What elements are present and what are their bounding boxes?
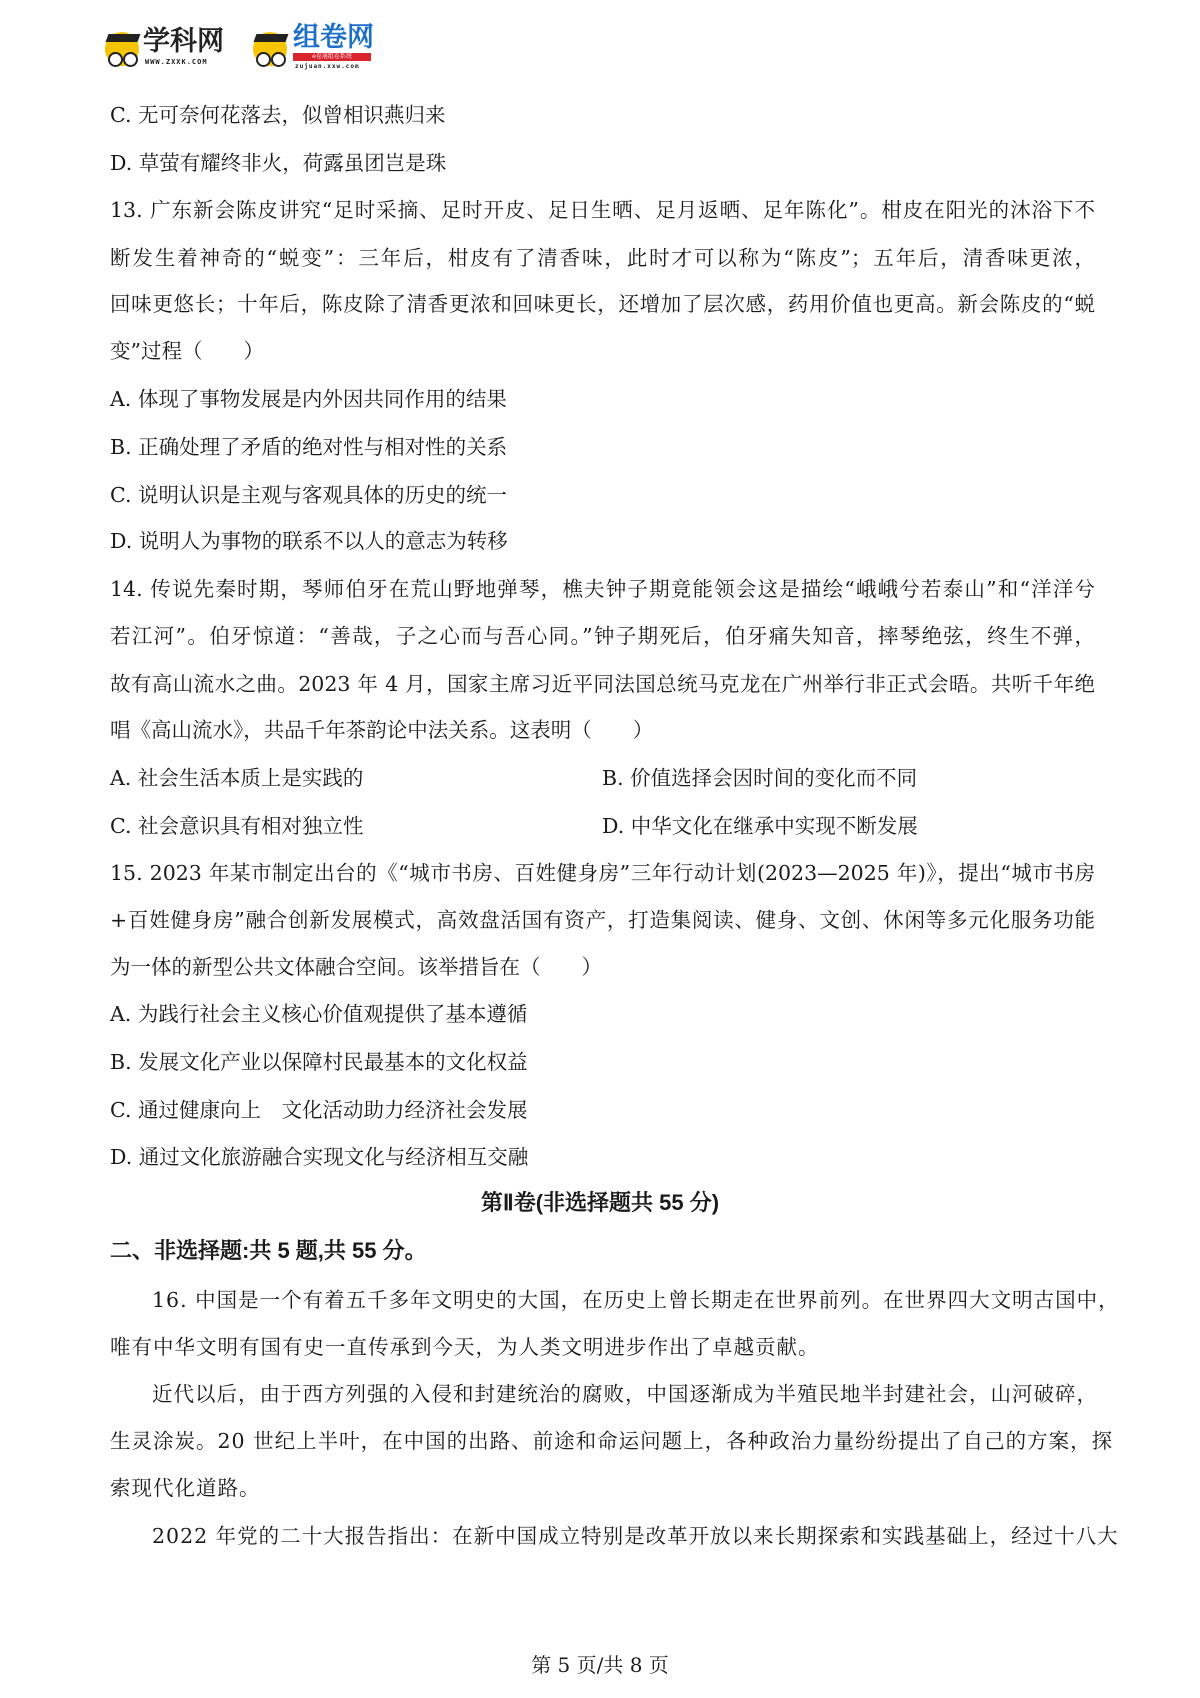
option-c: C. 通过健康向上 文化活动助力经济社会发展	[110, 1098, 528, 1122]
option-d: D. 中华文化在继承中实现不断发展	[602, 814, 918, 838]
option-d: D. 通过文化旅游融合实现文化与经济相互交融	[110, 1145, 529, 1169]
option-c: C. 说明认识是主观与客观具体的历史的统一	[110, 483, 507, 507]
question-14-line: 若江河”。伯牙惊道：“善哉，子之心而与吾心同。”钟子期死后，伯牙痛失知音，摔琴绝弦，终生不弹，	[110, 624, 1095, 648]
option-b: B. 价值选择会因时间的变化而不同	[602, 766, 918, 790]
mascot-icon	[105, 32, 139, 66]
question-13-line: 变”过程（ ）	[110, 339, 264, 363]
question-15-line: +百姓健身房”融合创新发展模式，高效盘活国有资产，打造集阅读、健身、文创、休闲等多元化服务功能	[110, 908, 1095, 932]
question-16-line: 生灵涂炭。20 世纪上半叶，在中国的出路、前途和命运问题上，各种政治力量纷纷提出了自己的方案，探	[110, 1429, 1114, 1453]
question-16-line: 2022 年党的二十大报告指出：在新中国成立特别是改革开放以来长期探索和实践基础上，经过十八大	[152, 1524, 1119, 1548]
question-13-line: 13. 广东新会陈皮讲究“足时采摘、足时开皮、足日生晒、足月返晒、足年陈化”。柑皮在阳光的沐浴下不	[110, 198, 1095, 222]
mascot-icon	[253, 32, 287, 66]
option-a: A. 体现了事物发展是内外因共同作用的结果	[110, 387, 507, 411]
question-16-line: 16. 中国是一个有着五千多年文明史的大国，在历史上曾长期走在世界前列。在世界四大文明古国中，	[152, 1288, 1120, 1312]
option-a: A. 社会生活本质上是实践的	[110, 766, 364, 790]
option-a: A. 为践行社会主义核心价值观提供了基本遵循	[110, 1002, 528, 1026]
question-15-line: 为一体的新型公共文体融合空间。该举措旨在（ ）	[110, 955, 602, 979]
option-c: C. 社会意识具有相对独立性	[110, 814, 364, 838]
section-heading: 二、非选择题:共 5 题,共 55 分。	[110, 1238, 427, 1263]
option-d: D. 说明人为事物的联系不以人的意志为转移	[110, 529, 508, 553]
part-title: 第Ⅱ卷(非选择题共 55 分)	[480, 1190, 720, 1215]
question-13-line: 断发生着神奇的“蜕变”：三年后，柑皮有了清香味，此时才可以称为“陈皮”；五年后，清香味更浓，	[110, 246, 1095, 270]
option-b: B. 发展文化产业以保障村民最基本的文化权益	[110, 1050, 528, 1074]
question-13-line: 回味更悠长；十年后，陈皮除了清香更浓和回味更长，还增加了层次感，药用价值也更高。新会陈皮的“蜕	[110, 292, 1095, 316]
logo-zxxk: 学科网 WWW.ZXXK.COM	[105, 22, 225, 72]
question-14-line: 14. 传说先秦时期，琴师伯牙在荒山野地弹琴，樵夫钟子期竟能领会这是描绘“峨峨兮若泰山”和“洋洋兮	[110, 577, 1095, 601]
question-16-line: 唯有中华文明有国有史一直传承到今天，为人类文明进步作出了卓越贡献。	[110, 1335, 820, 1359]
question-14-line: 故有高山流水之曲。2023 年 4 月，国家主席习近平同法国总统马克龙在广州举行非正式会晤。共听千年绝	[110, 672, 1095, 696]
option-d: D. 草萤有耀终非火，荷露虽团岂是珠	[110, 151, 447, 175]
question-16-line: 索现代化道路。	[110, 1476, 261, 1500]
logo-zujuan: 组卷网 e卷通组卷系统 zujuan.xxw.com	[253, 22, 393, 72]
page-number: 第 5 页/共 8 页	[531, 1653, 669, 1677]
question-16-line: 近代以后，由于西方列强的入侵和封建统治的腐败，中国逐渐成为半殖民地半封建社会，山河破碎，	[152, 1382, 1098, 1406]
question-14-line: 唱《高山流水》，共品千年茶韵论中法关系。这表明（ ）	[110, 718, 654, 742]
option-b: B. 正确处理了矛盾的绝对性与相对性的关系	[110, 435, 508, 459]
option-c: C. 无可奈何花落去，似曾相识燕归来	[110, 103, 446, 127]
question-15-line: 15. 2023 年某市制定出台的《“城市书房、百姓健身房”三年行动计划(2023—2025 年)》，提出“城市书房	[110, 861, 1095, 885]
